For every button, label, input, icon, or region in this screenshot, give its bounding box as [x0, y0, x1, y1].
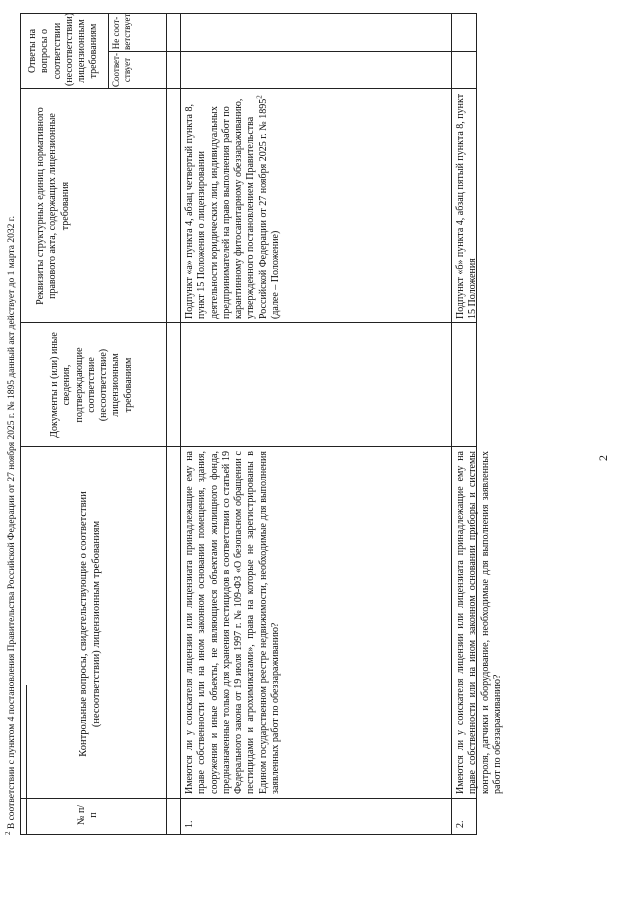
- footnote-text: В соответствии с пунктом 4 постановления Правительства Российской Федерации от 27 ноября 2025 г. № 1895 данный акт действует до 1 марта 2032 г.: [7, 216, 17, 832]
- header-not-complies: Не соот-ветствует: [111, 13, 132, 50]
- row-2-requisite: Подпункт «б» пункта 4, абзац пятый пункта 8, пункт 15 Положения: [455, 93, 479, 319]
- header-questions: Контрольные вопросы, свидетельствующие о соответствии (несоответствии) лицензионным требованиям: [78, 491, 102, 757]
- row-2-num: 2.: [455, 820, 466, 828]
- row-1-requisite-suffix: (далее – Положение): [270, 230, 282, 319]
- footnote: [3, 15, 17, 835]
- page-number: 2: [596, 455, 610, 461]
- footnote-ref: 2: [255, 95, 264, 99]
- col-rule-2: [21, 446, 476, 447]
- row-2-question: Имеются ли у соискателя лицензии или лицензиата принадлежащие ему на праве собственности или на ином законном основании приборы и системы контроля, датчики и оборудование, необходимые для выполнения заявленных работ по обеззараживанию?: [455, 451, 503, 794]
- footnote-separator: [26, 685, 27, 835]
- row-1-requisite-text: Подпункт «а» пункта 4, абзац четвертый пункта 8, пункт 15 Положения о лицензировании деятельности юридических лиц, индивидуальных предпринимателей на право выполнения работ по карантинному фитосанитарному обеззараживанию, утвержденного постановлением Правительства Российской Федерации от 27 ноября 2025 г. № 1895: [184, 98, 269, 319]
- row-2-top-rule: [451, 14, 452, 834]
- header-requisites: Реквизиты структурных единиц нормативного правового акта, содержащих лицензионные требования: [35, 107, 71, 305]
- header-num: № п/п: [76, 804, 100, 826]
- col-rule-4: [21, 88, 476, 89]
- row-1-question: Имеются ли у соискателя лицензии или лицензиата принадлежащие ему на праве собственности или на ином законном основании помещения, здания, сооружения и иные объекты, не являющиеся объектами жилищного фонда, предназначенные только для хранения пестицидов в соответствии со статьей 19 Федерального закона от 19 июля 1997 г. № 109-ФЗ «О безопасном обращении с пестицидами и агрохимикатами», права на которые не зарегистрированы в Едином государственном реестре недвижимости, необходимые для выполнения заявленных работ по обеззараживанию?: [184, 451, 282, 794]
- row-1-num: 1.: [184, 820, 195, 828]
- header-answers: Ответы на вопросы о соответствии (несоответствии) лицензионным требованиям: [27, 12, 100, 86]
- col-rule-1: [21, 798, 476, 799]
- row-1-requisite: [184, 93, 282, 319]
- header-documents: Документы и (или) иные сведения, подтверждающие соответствие (несоответствие) лицензионным требованиям: [49, 332, 134, 438]
- footnote-mark: 2: [3, 831, 12, 835]
- header-complies: Соответ-ствует: [111, 53, 132, 87]
- checklist-table: [20, 12, 503, 835]
- header-bottom-rule: [166, 14, 167, 834]
- col-rule-5: [108, 51, 476, 52]
- col-rule-3: [21, 322, 476, 323]
- row-1-top-rule: [180, 14, 181, 834]
